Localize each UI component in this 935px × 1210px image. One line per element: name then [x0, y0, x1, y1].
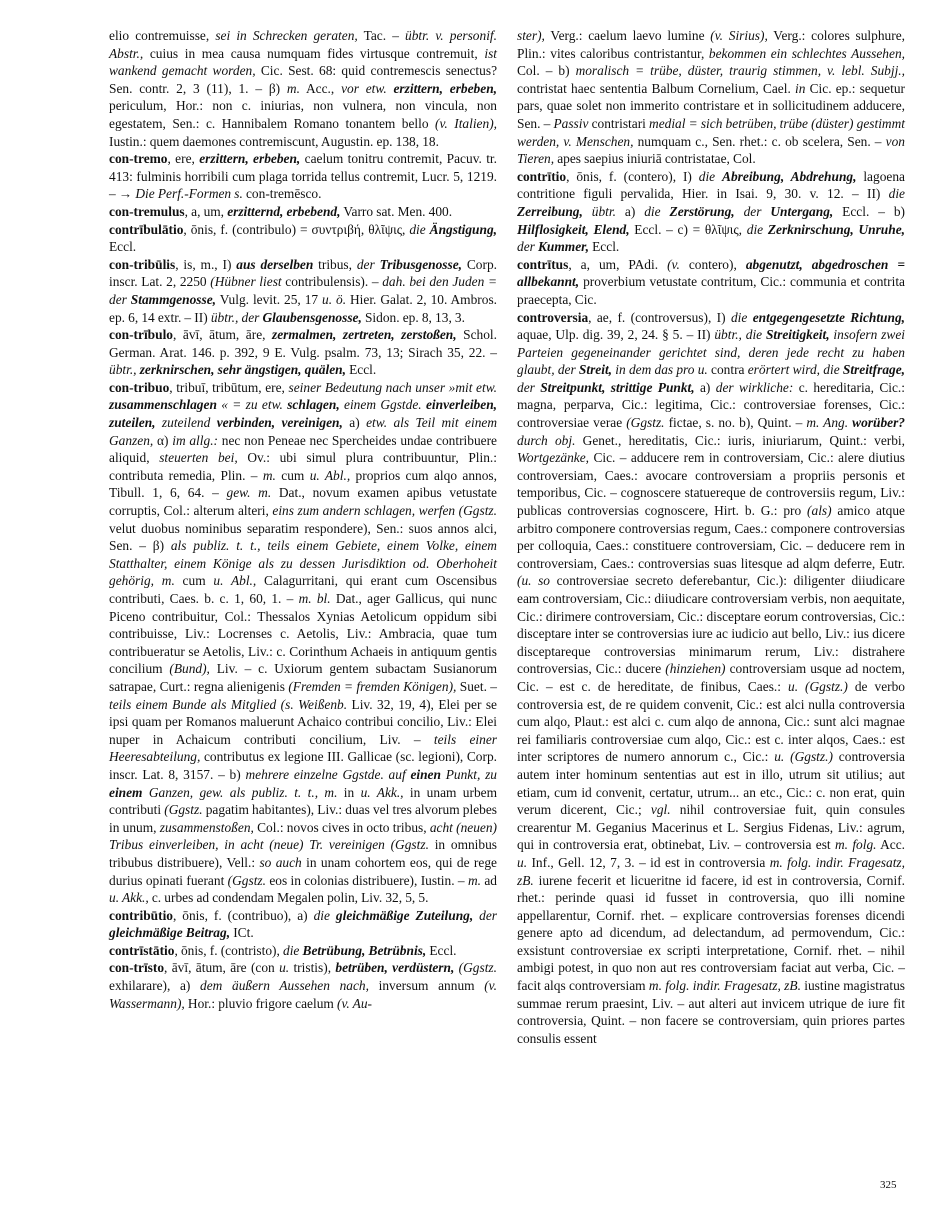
entry-text: der — [517, 239, 538, 255]
entry-text: eos in colonias distribuere), Iustin. – — [265, 872, 468, 888]
entry-headword: con-tremo — [109, 151, 168, 167]
entry-text: Hor.: pluvio frigore caelum — [184, 995, 337, 1011]
entry-text: eins zum andern schlagen, werfen (Ggstz. — [272, 503, 497, 519]
entry-text: im allg.: — [172, 432, 219, 448]
left-column — [109, 27, 497, 1012]
entry-text: (v. Wassermann), — [109, 978, 497, 1011]
entry-text: Corp. inscr. Lat. 2, 2250 — [109, 256, 498, 290]
entry-text: vor etw. — [341, 80, 394, 96]
entry-text: (als) — [807, 503, 832, 519]
entry-text: Tac. – — [357, 28, 406, 43]
entry-text: betrüben, verdüstern, — [335, 960, 455, 976]
entry-text: (v. Italien), — [435, 115, 497, 131]
entry-text: α) — [153, 432, 173, 448]
entry-text: ist wankend gemacht worden, — [109, 45, 497, 79]
entry-text: controversia autem inter hominum sententias aut est in illo, utrum sit utilius; aut etiam, cum id convenit, certatur, utrum... an etc., Cic.: c. non erat, quin verum dicerent, Cic.; — [517, 749, 905, 818]
entry-text: , ae, f. (controversus), I) — [588, 309, 731, 325]
entry-text: « = zu etw. — [216, 397, 288, 413]
entry-text: vgl. — [650, 802, 671, 818]
entry-text: zermalmen, zertreten, zerstoßen, — [272, 327, 457, 343]
entry-text: proverbium vetustate contritum, Cic.: communia et contrita praecepta, Cic. — [517, 274, 905, 307]
entry-text: u. Akk., — [360, 784, 404, 800]
entry-text: als publiz. t. t., teils einem Gebiete, einem Volke, einem Statthalter, einem Könige als zu dessen Jurisdiktion od. Oberhoheit gehörig, m. — [109, 538, 497, 589]
entry-text: insofern zwei Parteien gegeneinander gerichtet sind, deren jede recht zu haben glaubt, der — [517, 327, 905, 378]
entry-text: die — [888, 186, 905, 202]
entry-text: abgenutzt, abgedroschen = allbekannt, — [517, 256, 905, 290]
entry-text: übtr., die — [714, 327, 766, 343]
entry-text: Calagurritani, qui erant cum Oscensibus contributi, Caes. b. c. 1, 60, 1. – — [109, 573, 497, 606]
entry-text: Passiv — [553, 115, 589, 131]
entry-text: (v. Au- — [336, 995, 372, 1011]
entry-text: ster), — [517, 28, 545, 43]
entry-text: der — [473, 907, 497, 923]
entry-headword: contrīstātio — [109, 942, 175, 958]
entry-text: der — [734, 203, 771, 219]
entry-text: de verbo controversia est, de re quidem convenit, Cic.: est alci nulla controversia cum alqo, Plaut.: est alci c. cum alqo de annona, Cic.: sunt alci magnae rei familiaris controversiae cum alqo, Cic.: est c. inter alqos, Caes.: est inter scriptores de numero annorum c., Cic.: — [517, 678, 906, 765]
entry-text: aus derselben — [236, 256, 314, 272]
entry-text: die — [698, 168, 723, 184]
entry-headword: contrībulātio — [109, 221, 184, 237]
entry-text: erzittern, erbeben, — [199, 151, 301, 167]
entry-text: Zerreibung, — [517, 203, 583, 219]
entry-text: tristis), — [289, 960, 336, 976]
entry-text: m. folg. indir. Fragesatz, zB. — [648, 978, 801, 994]
entry-text: Streit, — [578, 362, 613, 378]
entry-text: Streitigkeit, — [765, 327, 830, 343]
entry-text: die — [313, 907, 336, 923]
entry-text: in — [795, 80, 806, 96]
dictionary-entry — [517, 256, 905, 309]
entry-text: (Ggstz. — [164, 802, 203, 818]
entry-text: (u. so — [517, 573, 550, 589]
entry-text: m. — [286, 80, 300, 96]
entry-text: teils einer Heeresabteilung, — [109, 731, 497, 765]
entry-text: einem — [109, 784, 143, 800]
entry-text: Ängstigung, — [429, 221, 497, 237]
entry-text: m. bl. — [298, 591, 331, 606]
entry-text: worüber? — [852, 415, 905, 431]
entry-text: einem Ggstde. — [339, 397, 426, 413]
entry-text: medial = sich betrüben, trübe (düster) gestimmt werden, v. Menschen, — [517, 115, 905, 149]
entry-text: Schol. German. Arat. 146. p. 392, 9 E. Vulg. psalm. 73, 13; Sirach 35, 22. – — [109, 327, 497, 360]
entry-text: , a, um, PAdi. — [568, 256, 668, 272]
entry-text: gleichmäßige Beitrag, — [109, 925, 231, 941]
entry-text: entgegengesetzte Richtung, — [752, 309, 905, 325]
dictionary-entry — [109, 379, 497, 907]
entry-text: Iustin.: quem daemones contremiscunt, Augustin. ep. 138, 18. — [109, 133, 439, 149]
entry-text: contribulensis). – — [281, 274, 383, 290]
entry-text: Col.: novos cives in octo tribus, — [253, 819, 430, 835]
entry-text: einverleiben, zuteilen, — [109, 397, 497, 431]
entry-text: (Hübner liest — [210, 274, 282, 290]
entry-text: Dat., novum examen apibus vetustate corruptis, Col.: alterum alteri, — [109, 485, 497, 519]
entry-text: die — [746, 221, 768, 237]
entry-text: Col. – b) — [517, 63, 576, 79]
entry-text: Punkt, zu — [440, 766, 497, 782]
entry-text: controversiam usque ad noctem, Cic. – est c. de hereditate, de finibus, Caes.: — [517, 661, 905, 694]
entry-text: (Bund), — [169, 661, 210, 677]
entry-text: u. ö. — [322, 291, 347, 307]
entry-text: die — [644, 203, 670, 219]
entry-text: seiner Bedeutung nach unser »mit etw. — [288, 379, 497, 395]
entry-text: cuius in mea causa numquam fides virtusque contremuit, — [143, 45, 485, 61]
entry-text: Acc. — [876, 837, 905, 853]
entry-text: pagatim habitantes), Liv.: duas vel tres alvorum plebes in unum, — [109, 802, 497, 835]
entry-text: exhilarare), a) — [109, 978, 201, 994]
entry-text: Eccl. – b) — [833, 203, 906, 219]
entry-text: Cic. Sest. 68: quid contremescis senectus? Sen. contr. 2, 3 (11), 1. – β) — [109, 63, 498, 96]
entry-text: der wirkliche: — [715, 379, 794, 395]
entry-headword: con-trībulo — [109, 327, 173, 343]
entry-text: Streitfrage, — [842, 362, 906, 378]
entry-text: iurene fecerit et licueritne id facere, id est in controversia, Cornif. rhet.: perinde quasi id fusset in controversia, quo illi nomine appellarentur, Cornif. rhet. – explicare controversias forenses dicendi genere apto ad dicendum, ad delectandum, ad permovendum, Cic.: exsistunt controversiae ex scripti interpretatione, Cornif. rhet. – nihil ambigi potest, in quo non aut res controversiam faciat aut verba, Cic. – facit alqs controversiam — [517, 872, 905, 994]
entry-text: Ganzen, gew. als publiz. t. t., m. — [142, 784, 338, 800]
entry-text: , āvī, ātum, āre (con — [164, 960, 280, 976]
entry-text: Zerknirschung, Unruhe, — [767, 221, 905, 237]
entry-text: zerknirschen, sehr ängstigen, quälen, — [139, 362, 346, 378]
entry-text: , ōnis, f. (contero), I) — [566, 168, 699, 184]
dictionary-entry — [109, 221, 497, 256]
entry-text: con-tremēsco. — [242, 186, 322, 202]
dictionary-entry — [109, 326, 497, 379]
entry-text: c. urbes ad condendam Megalen polin, Liv. 32, 5, 5. — [148, 890, 429, 906]
entry-text: teils einem Bunde als Mitglied (s. Weißenb. — [109, 696, 348, 712]
entry-text: Streitpunkt, strittige Punkt, — [540, 379, 695, 395]
entry-text: Cic. – adducere rem in controversiam, Cic.: alere diutius controversiam, Caes.: avocare controversiam a propriis personis et temporibus, Cic. – cognoscere statuereque de controversiis regum, Liv.: publicas controversias cognoscere, Hirt. b. G.: pro — [517, 450, 905, 519]
entry-text: a) — [615, 203, 645, 219]
entry-text: (Ggstz. — [626, 415, 665, 431]
entry-text: Eccl. — [109, 239, 137, 255]
entry-text: Vulg. levit. 25, 17 — [216, 291, 323, 307]
dictionary-entry — [517, 168, 905, 256]
entry-text: contra — [707, 362, 748, 378]
entry-text: , a, um, — [184, 203, 228, 219]
dictionary-entry — [109, 907, 497, 942]
entry-text: acht (neuen) Tribus einverleiben, in acht (neue) Tr. vereinigen (Ggstz. — [109, 819, 498, 853]
entry-text: in unam urbem contributi — [109, 784, 497, 818]
entry-text: einen — [410, 766, 441, 782]
entry-text: m. folg. — [834, 837, 877, 853]
entry-text: in dem das pro — [612, 362, 698, 378]
dictionary-entry — [109, 959, 497, 1012]
entry-text: cum — [174, 573, 214, 589]
entry-text: erörtert wird, die — [747, 362, 843, 378]
entry-text: in — [337, 784, 361, 800]
entry-text: a) — [694, 379, 716, 395]
entry-headword: controversia — [517, 309, 589, 325]
entry-text: schlagen, — [287, 397, 340, 413]
entry-text: sei in Schrecken geraten, — [215, 28, 358, 43]
dictionary-entry — [109, 203, 497, 221]
entry-text: ICt. — [230, 925, 254, 941]
entry-text: , is, m., I) — [175, 256, 237, 272]
entry-text: Ov.: ubi simul plura contribuuntur, Plin.: contributa remedia, Plin. – — [109, 450, 497, 483]
entry-text: durch obj. — [517, 432, 576, 448]
entry-text: Dat., ager Gallicus, qui nunc Piceno contribuitur, Col.: Thessalos Xynias Aetolicum oppidum sibi contribuisse, Liv.: Locrenses c. Aetolis, Liv.: Ambracia, quae tum contribueratur se Aetolis, Liv.: c. Corinthum Achaeis in antiquum gentis concilium — [109, 591, 497, 677]
entry-text: a) — [342, 415, 367, 431]
entry-text: , ōnis, f. (contristo), — [174, 942, 283, 958]
entry-text: (v. Sirius), — [710, 28, 768, 43]
entry-text: Eccl. – c) = θλῖψις, — [629, 221, 747, 237]
entry-text: iustine magistratus summae rerum praesint, Liv. – aut alteri aut invicem utrique de iure fit controversia, Quint. – non facere se controversiam, quin priores partes consulis essent — [517, 978, 905, 1046]
entry-text: (hinziehen) — [665, 661, 726, 677]
entry-headword: con-tribuo — [109, 379, 170, 395]
entry-text: apes saepius iniuriā contristatae, Col. — [554, 151, 756, 167]
entry-text: Abreibung, Abdrehung, — [722, 168, 857, 184]
entry-text: Untergang, — [770, 203, 834, 219]
entry-headword: contribūtio — [109, 907, 173, 923]
entry-text: caelum tonitru contremit, Pacuv. tr. 413: fulminis horribili cum plaga torrida tellus contremit, Lucr. 5, 1219. – → — [109, 151, 497, 202]
entry-text: u. Abl., — [309, 467, 351, 483]
entry-text: contero), — [679, 256, 746, 272]
entry-text: bekommen ein schlechtes Aussehen, — [708, 45, 905, 61]
entry-text: steuerten bei, — [159, 450, 238, 466]
entry-text: von Tieren, — [517, 133, 905, 167]
entry-text: Acc., — [299, 80, 342, 96]
entry-headword: con-trīsto — [109, 960, 165, 976]
entry-text: u. (Ggstz.) — [774, 749, 833, 765]
entry-text: m. — [262, 467, 276, 483]
entry-text: tribus, — [313, 256, 357, 272]
entry-text: Wortgezänke, — [517, 450, 590, 466]
entry-text: Zerstörung, — [669, 203, 735, 219]
entry-text: Eccl. — [426, 942, 457, 958]
entry-text: u. Abl., — [213, 573, 257, 589]
right-column — [517, 27, 905, 1047]
dictionary-entry — [109, 150, 497, 203]
entry-text: der — [356, 256, 380, 272]
dictionary-entry — [109, 942, 497, 960]
entry-text: erzitternd, erbebend, — [227, 203, 341, 219]
entry-text: dem äußern Aussehen nach, — [200, 978, 369, 994]
entry-text: in unam cohortem eos, qui de rege durius opinati fuerant — [109, 854, 497, 888]
entry-text: Stammgenosse, — [130, 291, 216, 307]
entry-text: inversum annum — [368, 978, 485, 994]
entry-text: (Fremden = fremden Königen), — [288, 678, 457, 694]
entry-text: Glaubensgenosse, — [262, 309, 362, 325]
entry-text: Liv. 32, 19, 4), Elei per se ipsi quam per Romanos maluerunt Achaico contribui concilio, Liv.: Elei nuper in Achaicum contributi concilium, Liv. – — [109, 696, 497, 747]
entry-text: amico atque arbitro componere controversias regum, Caes.: componere controversias per colloquia, Caes.: constituere controversiam, Cic. – deducere rem in controversiam, Caes.: controversias suas litesque ad alqm deferre, Eutr. — [517, 503, 905, 571]
entry-text: ad — [481, 872, 497, 888]
entry-text: etw. als Teil mit einem Ganzen, — [109, 415, 498, 448]
entry-text: zusammenstoßen, — [159, 819, 254, 835]
entry-text: Tribusgenosse, — [379, 256, 463, 272]
entry-text: gew. m. — [226, 485, 272, 501]
entry-text: c. hereditaria, Cic.: magna, perparva, Cic.: legitima, Cic.: controversiae forenses, Cic.: controversiae verae — [517, 379, 905, 431]
entry-text: Cic. ep.: sequetur pars, quae solet non immerito contristare et in sollicitudinem adducere, Sen. – — [517, 80, 905, 131]
entry-text: übtr. v. personif. Abstr., — [109, 28, 497, 61]
entry-text: (v. — [667, 256, 680, 272]
entry-text: Sidon. ep. 8, 13, 3. — [361, 309, 465, 325]
entry-text: lagoena contritione figuli pervalida, Hier. in Isai. 9, 30. v. 12. – II) — [517, 168, 905, 202]
entry-text: m. — [467, 872, 481, 888]
entry-text: der — [517, 379, 541, 395]
entry-text: m. Ang. — [806, 415, 853, 431]
entry-text: aquae, Ulp. dig. 39, 2, 24. § 5. – II) — [517, 327, 715, 343]
entry-headword: contrītio — [517, 168, 567, 184]
entry-text: controversiae secreto deferebantur, Cic.): diligenter diiudicare eam controversiam, Cic.: diiudicare controversiam verbis, non aequitate, Cic.: dirimere controversiam, Cic.: disceptare eorum controversias, Cic.: disceptare inter se controversias iure ac iudicio aut bello, Liv.: ius dicere disceptareque controversias minimarum rerum, Liv.: distrahere controversias, Cic.: ducere — [517, 573, 905, 677]
entry-text: , āvī, ātum, āre, — [172, 327, 273, 343]
entry-text: velut duobus nominibus separatim respondere), Sen.: suos annos alci, Sen. – β) — [109, 520, 497, 554]
entry-text: mehrere einzelne Ggstde. auf — [245, 766, 411, 782]
entry-text: übtr., der — [210, 309, 263, 325]
entry-text: (Ggstz. — [458, 960, 497, 976]
dictionary-entry — [109, 256, 497, 326]
entry-text: u. — [697, 362, 708, 378]
entry-text: Eccl. — [588, 239, 620, 255]
dictionary-entry — [517, 27, 905, 168]
entry-text: die — [730, 309, 753, 325]
entry-text: Hilflosigkeit, Elend, — [517, 221, 630, 237]
dictionary-entry — [109, 27, 497, 150]
entry-text: Hier. Galat. 2, 10. Ambros. ep. 6, 14 extr. – II) — [109, 291, 498, 325]
entry-text: , ere, — [167, 151, 200, 167]
entry-text: u. — [517, 854, 528, 870]
entry-text: Varro sat. Men. 400. — [340, 203, 453, 219]
entry-text: u. Akk., — [109, 890, 149, 906]
entry-text: contributus ex legione III. Gallicae (sc. legioni), Corp. inscr. Lat. 8, 3157. – b) — [109, 749, 497, 782]
entry-text: Betrübung, Betrübnis, — [302, 942, 427, 958]
entry-text: Liv. – c. Uxiorum gentem subactam Susianorum satrapae, Curt.: regna alienigenis — [109, 661, 498, 694]
entry-text: Inf., Gell. 12, 7, 3. – id est in controversia — [527, 854, 770, 870]
entry-text: erzittern, erbeben, — [393, 80, 497, 96]
entry-text: Die Perf.-Formen s. — [135, 186, 243, 202]
entry-headword: con-tremulus — [109, 203, 185, 219]
entry-text: , ōnis, f. (contribuo), a) — [172, 907, 314, 923]
entry-text: übtr., — [109, 362, 140, 378]
entry-text: contristat haec sententia Balbum Cornelium, Cael. — [517, 80, 795, 96]
entry-text: zuteilend — [155, 415, 217, 431]
entry-text: elio contremuisse, — [109, 28, 216, 43]
entry-text: moralisch = trübe, düster, traurig stimmen, v. lebl. Subjj., — [575, 63, 905, 79]
entry-headword: contrītus — [517, 256, 569, 272]
entry-text: Eccl. — [345, 362, 377, 378]
entry-text: in omnibus tribubus distribuere), Vell.: — [109, 837, 498, 870]
entry-text: m. folg. indir. Fragesatz, zB. — [517, 854, 905, 888]
entry-text: Suet. – — [456, 678, 497, 694]
page-number: 325 — [880, 1179, 897, 1191]
entry-text: fictae, s. no. b), Quint. – — [664, 415, 807, 431]
entry-text: , tribuī, tribūtum, ere, — [169, 379, 289, 395]
entry-text: die — [283, 942, 303, 958]
entry-text: Kummer, — [538, 239, 589, 255]
entry-text: , ōnis, f. (contribulo) = συντριβή, θλῖψις, — [183, 221, 410, 237]
entry-headword: con-tribūlis — [109, 256, 176, 272]
entry-text: periculum, Hor.: non c. iniurias, non vulnera, non vincula, non egestatem, Sen.: c. Hannibalem Romano tonantem bello — [109, 98, 497, 131]
entry-text: dah. bei den Juden = der — [109, 274, 497, 307]
entry-text: gleichmäßige Zuteilung, — [335, 907, 474, 923]
entry-text: übtr. — [582, 203, 616, 219]
entry-text: numquam c., Sen. rhet.: c. ob scelera, Sen. – — [633, 133, 886, 149]
entry-text: Verg.: colores sulphure, Plin.: vites caloribus contristantur, — [517, 28, 905, 61]
entry-text: proprios cum alqo annos, Tibull. 1, 6, 64. – — [109, 467, 497, 501]
entry-text: nec non Peneae nec Spercheides undae contribuere aliquid, — [109, 432, 498, 466]
entry-text: Verg.: caelum laevo lumine — [544, 28, 711, 43]
entry-text: nihil controversiae fuit, quin consules crearentur M. Geganius Macerinus et L. Sergius Fidenas, Liv.: agrum, qui in controversia erat, obtinebat, Liv. – controversia est — [517, 802, 906, 853]
entry-text: verbinden, vereinigen, — [216, 415, 343, 431]
entry-text: zusammenschlagen — [109, 397, 217, 413]
entry-text: die — [409, 221, 430, 237]
entry-text: u. — [279, 960, 290, 976]
entry-text: cum — [275, 467, 310, 483]
entry-text: so auch — [259, 854, 302, 870]
entry-text: (Ggstz. — [227, 872, 266, 888]
entry-text: Genet., hereditatis, Cic.: iuris, iniuriarum, Quint.: verbi, — [575, 432, 905, 448]
dictionary-entry — [517, 309, 905, 1048]
entry-text: u. (Ggstz.) — [788, 678, 848, 694]
entry-text: contristari — [588, 115, 650, 131]
